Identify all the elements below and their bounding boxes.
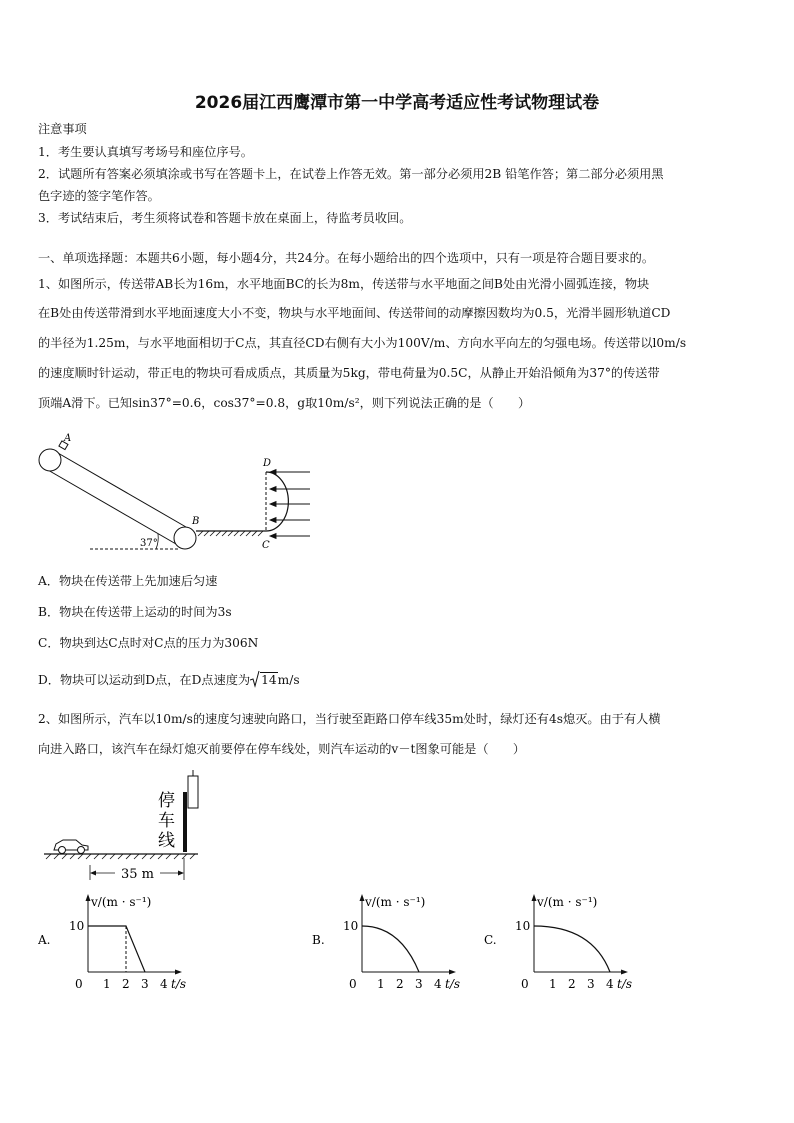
graph-c-option: C. [484,933,497,947]
graph-a-xtick-3: 3 [141,977,149,991]
sign-char-3: 线 [158,831,175,851]
q2-figure [38,770,238,885]
notice-item-2-cont: 色字迹的签字笔作答。 [38,189,160,203]
sqrt-radicand: 14 [261,673,277,687]
q2-stem-1: 2、如图所示，汽车以10m/s的速度匀速驶向路口，当行驶至距路口停车线35m处时，绿灯还有4s熄灭。由于有人横 [38,712,661,726]
label-a: A [64,433,72,444]
graph-c-xlabel: t/s [617,977,633,991]
q1-stem-5: 顶端A滑下。已知sin37°=0.6，cos37°=0.8，g取10m/s²，则下列说法正确的是（ ） [38,396,531,410]
q1-option-a: A．物块在传送带上先加速后匀速 [38,574,218,588]
stop-pole [183,792,187,852]
q1-stem-1: 1、如图所示，传送带AB长为16m，水平地面BC的长为8m，传送带与水平地面之间B处由光滑小圆弧连接，物块 [38,277,650,291]
sign-char-2: 车 [158,811,175,831]
label-b: B [192,516,200,527]
graph-b [312,890,482,995]
section1-heading: 一、单项选择题：本题共6小题，每小题4分，共24分。在每小题给出的四个选项中，只有一项是符合题目要求的。 [38,251,655,265]
graph-c-ylabel: v/(m · s⁻¹) [537,895,598,909]
q1-option-c: C．物块到达C点时对C点的压力为306N [38,636,259,650]
graph-a-xtick-2: 2 [122,977,130,991]
q1-option-b: B．物块在传送带上运动的时间为3s [38,605,232,619]
graph-b-ylabel: v/(m · s⁻¹) [365,895,426,909]
graph-a-xtick-4: 4 [160,977,168,991]
car-icon [54,840,88,854]
graph-b-option: B. [312,933,325,947]
sqrt-symbol [250,673,278,687]
page-title: 2026届江西鹰潭市第一中学高考适应性考试物理试卷 [194,93,600,113]
pulley-bottom [174,527,196,549]
angle-label: 37° [140,538,158,549]
q1-figure [38,430,328,560]
q1-stem-3: 的半径为1.25m，与水平地面相切于C点，其直径CD右侧有大小为100V/m、方向水平向左的匀强电场。传送带以l0m/s [38,336,687,350]
notice-item-1: 1．考生要认真填写考场号和座位序号。 [38,145,253,159]
graph-a-xtick-1: 1 [103,977,111,991]
graph-b-xtick-0: 0 [349,977,357,991]
graph-c-xtick-3: 3 [587,977,595,991]
q2-stem-2: 向进入路口，该汽车在绿灯熄灭前要停在停车线处，则汽车运动的v－t图象可能是（ ） [38,742,526,756]
graph-a-curve [88,926,145,972]
graph-c-xtick-0: 0 [521,977,529,991]
graph-b-xtick-2: 2 [396,977,404,991]
pulley-top [39,449,61,471]
sign-char-1: 停 [158,791,175,811]
q1-stem-4: 的速度顺时针运动，带正电的物块可看成质点，其质量为5kg，带电荷量为0.5C，从静止开始沿倾角为37°的传送带 [38,366,660,380]
q1-option-d-unit: m/s [277,673,300,687]
q1-stem-2: 在B处由传送带滑到水平地面速度大小不变，物块与水平地面间、传送带间的动摩擦因数均为0.5，光滑半圆形轨道CD [38,306,671,320]
q1-option-d [38,671,300,688]
label-d: D [263,458,272,469]
graph-c-xtick-2: 2 [568,977,576,991]
graph-c-xtick-4: 4 [606,977,614,991]
label-c: C [262,540,270,551]
graph-b-xlabel: t/s [445,977,461,991]
graph-a [38,890,208,995]
graph-c [484,890,654,995]
graph-a-ylabel: v/(m · s⁻¹) [91,895,152,909]
graph-c-curve [534,926,610,972]
graph-b-curve [362,926,419,972]
graph-a-ytick: 10 [69,919,85,933]
q1-option-d-prefix: D．物块可以运动到D点，在D点速度为 [38,673,251,687]
graph-a-option: A. [38,933,51,947]
graph-c-ytick: 10 [515,919,531,933]
notice-item-3: 3．考试结束后，考生须将试卷和答题卡放在桌面上，待监考员收回。 [38,211,412,225]
notice-heading: 注意事项 [38,122,87,136]
graph-b-xtick-4: 4 [434,977,442,991]
graph-b-xtick-3: 3 [415,977,423,991]
notice-item-2: 2．试题所有答案必须填涂或书写在答题卡上，在试卷上作答无效。第一部分必须用2B 铅笔作答；第二部分必须用黑 [38,167,664,181]
distance-label: 35 m [121,867,155,882]
graph-b-ytick: 10 [343,919,359,933]
graph-c-xtick-1: 1 [549,977,557,991]
graph-a-xtick-0: 0 [75,977,83,991]
graph-a-xlabel: t/s [171,977,187,991]
graph-b-xtick-1: 1 [377,977,385,991]
